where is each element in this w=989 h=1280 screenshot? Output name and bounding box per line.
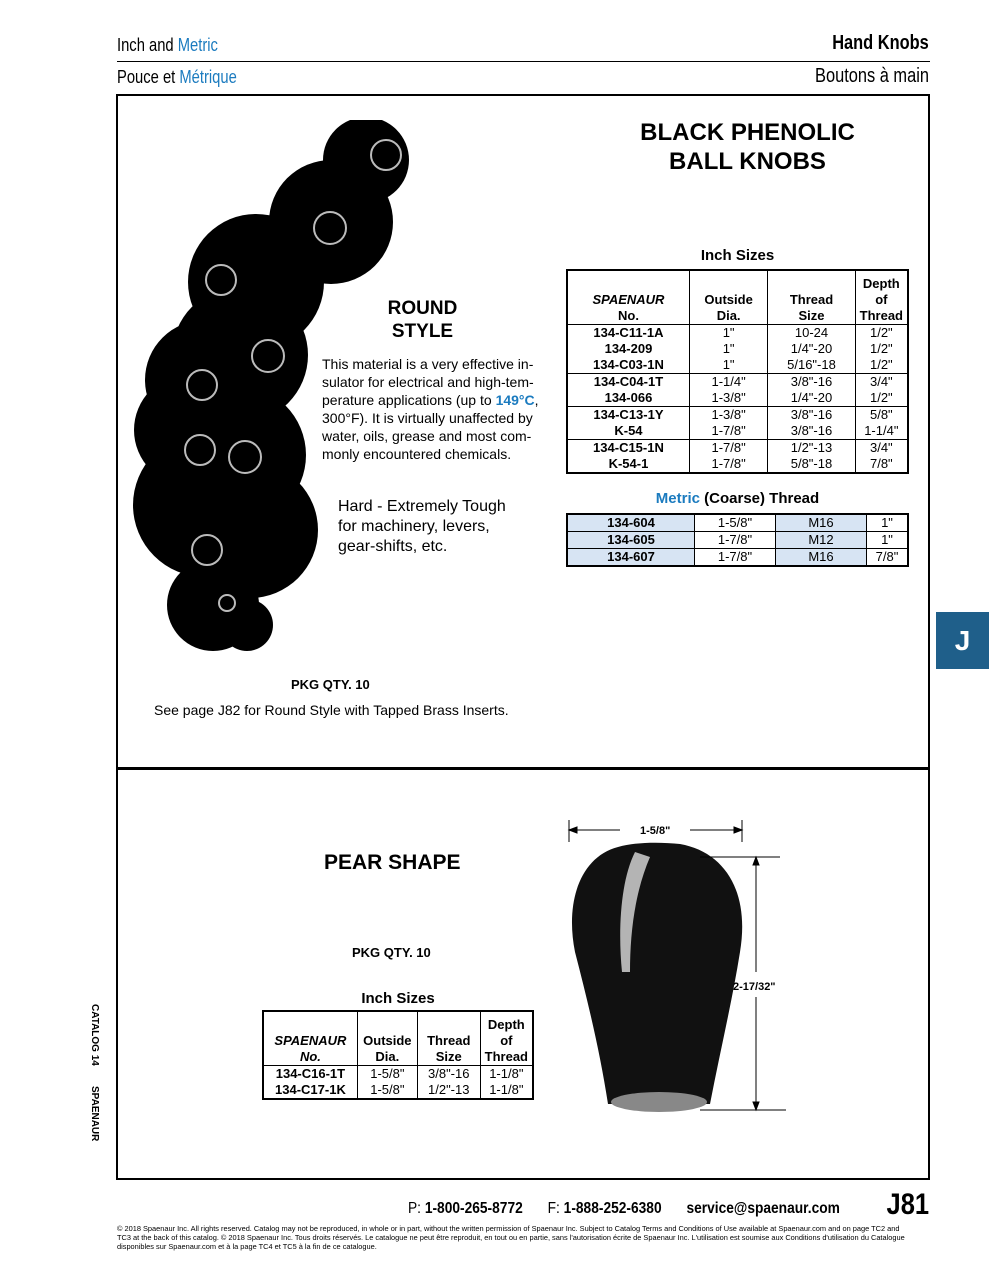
table-row: 134-C04-1T 1-1/4" 3/8"-16 3/4" <box>567 373 908 390</box>
table-row: 134-209 1" 1/4"-20 1/2" <box>567 341 908 357</box>
header-title-fr: Boutons à main <box>815 65 929 87</box>
header-divider <box>117 61 930 62</box>
pkg-qty: PKG QTY. 10 <box>291 677 370 692</box>
col-spaenaur-no: SPAENAUR No. <box>567 270 689 324</box>
header-subtitle-fr: Pouce et Métrique <box>117 67 237 87</box>
table-row: 134-C15-1N 1-7/8" 1/2"-13 3/4" <box>567 439 908 456</box>
page-number: J81 <box>886 1188 929 1221</box>
metric-title: Metric (Coarse) Thread <box>655 490 820 507</box>
section-tab-j[interactable]: J <box>936 612 989 669</box>
email-link[interactable]: service@spaenaur.com <box>686 1200 840 1217</box>
table-row: 134-C03-1N 1" 5/16"-18 1/2" <box>567 357 908 374</box>
table-row: 134-C16-1T 1-5/8" 3/8"-16 1-1/8" <box>263 1065 533 1082</box>
section-pear-shape <box>116 768 930 1180</box>
table-row: 134-066 1-3/8" 1/4"-20 1/2" <box>567 390 908 407</box>
table-row: 134-C11-1A 1" 10-24 1/2" <box>567 324 908 341</box>
inch-sizes-table <box>566 269 909 474</box>
table-row: 134-607 1-7/8" M16 7/8" <box>567 549 908 567</box>
header-subtitle-en: Inch and Metric <box>117 35 218 55</box>
inch-sizes-title: Inch Sizes <box>700 247 775 264</box>
fax-link[interactable]: 1-888-252-6380 <box>563 1200 662 1217</box>
metric-table <box>566 513 909 567</box>
feature-text: Hard - Extremely Tough for machinery, levers, gear-shifts, etc. <box>338 498 506 555</box>
catalog-side-label: CATALOG 14 <box>89 1004 100 1066</box>
table-row: 134-C17-1K 1-5/8" 1/2"-13 1-1/8" <box>263 1082 533 1099</box>
table-row: 134-605 1-7/8" M12 1" <box>567 532 908 549</box>
round-style-heading: ROUND STYLE <box>387 298 458 342</box>
dim-width-label: 1-5/8" <box>640 825 671 837</box>
table-row: K-54-1 1-7/8" 5/8"-18 7/8" <box>567 456 908 473</box>
col-spaenaur-no: SPAENAUR No. <box>263 1011 357 1065</box>
brand-side-label: SPAENAUR <box>89 1086 100 1142</box>
table-row: K-54 1-7/8" 3/8"-16 1-1/4" <box>567 423 908 440</box>
see-page-note: See page J82 for Round Style with Tapped Brass Inserts. <box>154 702 509 718</box>
col-depth-thread: Depth of Thread <box>480 1011 533 1065</box>
pear-inch-sizes-title: Inch Sizes <box>361 990 435 1007</box>
pear-title: PEAR SHAPE <box>324 851 461 874</box>
pear-table <box>262 1010 534 1100</box>
pear-pkg-qty: PKG QTY. 10 <box>352 945 431 960</box>
col-thread-size: Thread Size <box>768 270 855 324</box>
table-row: 134-604 1-5/8" M16 1" <box>567 514 908 532</box>
header-title-en: Hand Knobs <box>832 32 929 54</box>
pear-knob-drawing <box>560 812 800 1117</box>
table-row: 134-C13-1Y 1-3/8" 3/8"-16 5/8" <box>567 406 908 423</box>
col-outside-dia: Outside Dia. <box>689 270 767 324</box>
col-thread-size: Thread Size <box>417 1011 480 1065</box>
description: This material is a very effective in-sulator for electrical and high-tem-perature applications (up to 149°C, 300°F). It is virtually unaffected by water, oils, grease and most com-monly encountered chemicals. <box>322 356 539 462</box>
dim-height-label: 2-17/32" <box>733 981 776 993</box>
footer-contact: P: 1-800-265-8772 F: 1-888-252-6380 service@spaenaur.com <box>408 1200 840 1217</box>
phone-link[interactable]: 1-800-265-8772 <box>424 1200 523 1217</box>
page-title: BLACK PHENOLIC BALL KNOBS <box>640 119 855 175</box>
legal-text: © 2018 Spaenaur Inc. All rights reserved. Catalog may not be reproduced, in whole or in part, without the written permission of Spaenaur Inc. Subject to Catalog Terms and Conditions of Use available at Spaenaur.com and on page TC2 and TC3 at the back of this catalog. © 2018 Spaenaur Inc. Tous droits réservés. Le catalogue ne peut être reproduit, en tout ou en partie, sans l'autorisation écrite de Spaenaur Inc. L'utilisation est soumise aux Conditions d'utilisation du Catalogue disponibles sur Spaenaur.com et à la page TC4 et TC5 à la fin de ce catalogue. <box>117 1224 905 1251</box>
col-outside-dia: Outside Dia. <box>357 1011 417 1065</box>
col-depth-thread: Depth of Thread <box>855 270 908 324</box>
